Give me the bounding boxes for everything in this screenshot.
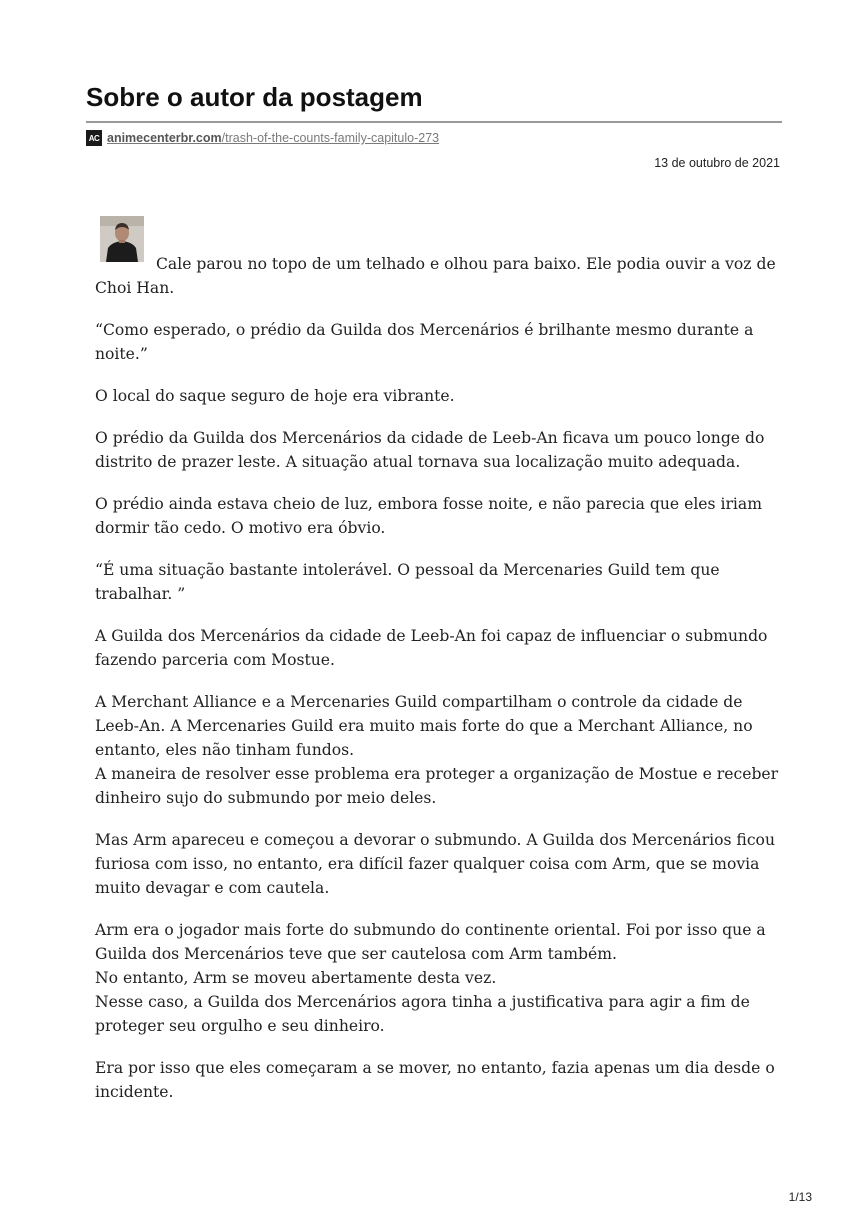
title-divider bbox=[86, 121, 782, 123]
source-path: /trash-of-the-counts-family-capitulo-273 bbox=[221, 131, 440, 145]
paragraph: Arm era o jogador mais forte do submundo do continente oriental. Foi por isso que a Guilda dos Mercenários teve que ser cautelosa com Arm também. bbox=[95, 921, 766, 963]
paragraph: Cale parou no topo de um telhado e olhou para baixo. Ele podia ouvir a voz de Choi Han. bbox=[95, 255, 776, 297]
page-title: Sobre o autor da postagem bbox=[86, 82, 423, 112]
paragraph: “É uma situação bastante intolerável. O pessoal da Mercenaries Guild tem que trabalhar. ” bbox=[95, 561, 720, 603]
source-domain: animecenterbr.com bbox=[107, 131, 222, 145]
source-line bbox=[86, 129, 439, 147]
paragraph: A Merchant Alliance e a Mercenaries Guild compartilham o controle da cidade de Leeb-An. A Mercenaries Guild era muito mais forte do que a Merchant Alliance, no entanto, eles não tinham fundos. bbox=[95, 693, 753, 759]
article-body bbox=[95, 252, 785, 1122]
paragraph: A maneira de resolver esse problema era proteger a organização de Mostue e receber dinheiro sujo do submundo por meio deles. bbox=[95, 765, 779, 807]
source-url-link[interactable] bbox=[107, 131, 439, 145]
paragraph: Era por isso que eles começaram a se mover, no entanto, fazia apenas um dia desde o incidente. bbox=[95, 1059, 775, 1101]
page-number: 1/13 bbox=[788, 1190, 812, 1204]
paragraph: “Como esperado, o prédio da Guilda dos Mercenários é brilhante mesmo durante a noite.” bbox=[95, 321, 754, 363]
paragraph: O prédio da Guilda dos Mercenários da cidade de Leeb-An ficava um pouco longe do distrito de prazer leste. A situação atual tornava sua localização muito adequada. bbox=[95, 429, 765, 471]
paragraph: No entanto, Arm se moveu abertamente desta vez. bbox=[95, 969, 497, 987]
paragraph: Nesse caso, a Guilda dos Mercenários agora tinha a justificativa para agir a fim de proteger seu orgulho e seu dinheiro. bbox=[95, 993, 750, 1035]
paragraph: A Guilda dos Mercenários da cidade de Leeb-An foi capaz de influenciar o submundo fazendo parceria com Mostue. bbox=[95, 627, 768, 669]
site-favicon-icon: AC bbox=[86, 130, 102, 146]
paragraph: O prédio ainda estava cheio de luz, embora fosse noite, e não parecia que eles iriam dormir tão cedo. O motivo era óbvio. bbox=[95, 495, 763, 537]
paragraph: Mas Arm apareceu e começou a devorar o submundo. A Guilda dos Mercenários ficou furiosa com isso, no entanto, era difícil fazer qualquer coisa com Arm, que se movia muito devagar e com cautela. bbox=[95, 831, 775, 897]
paragraph: O local do saque seguro de hoje era vibrante. bbox=[95, 387, 455, 405]
publish-date: 13 de outubro de 2021 bbox=[654, 156, 780, 170]
